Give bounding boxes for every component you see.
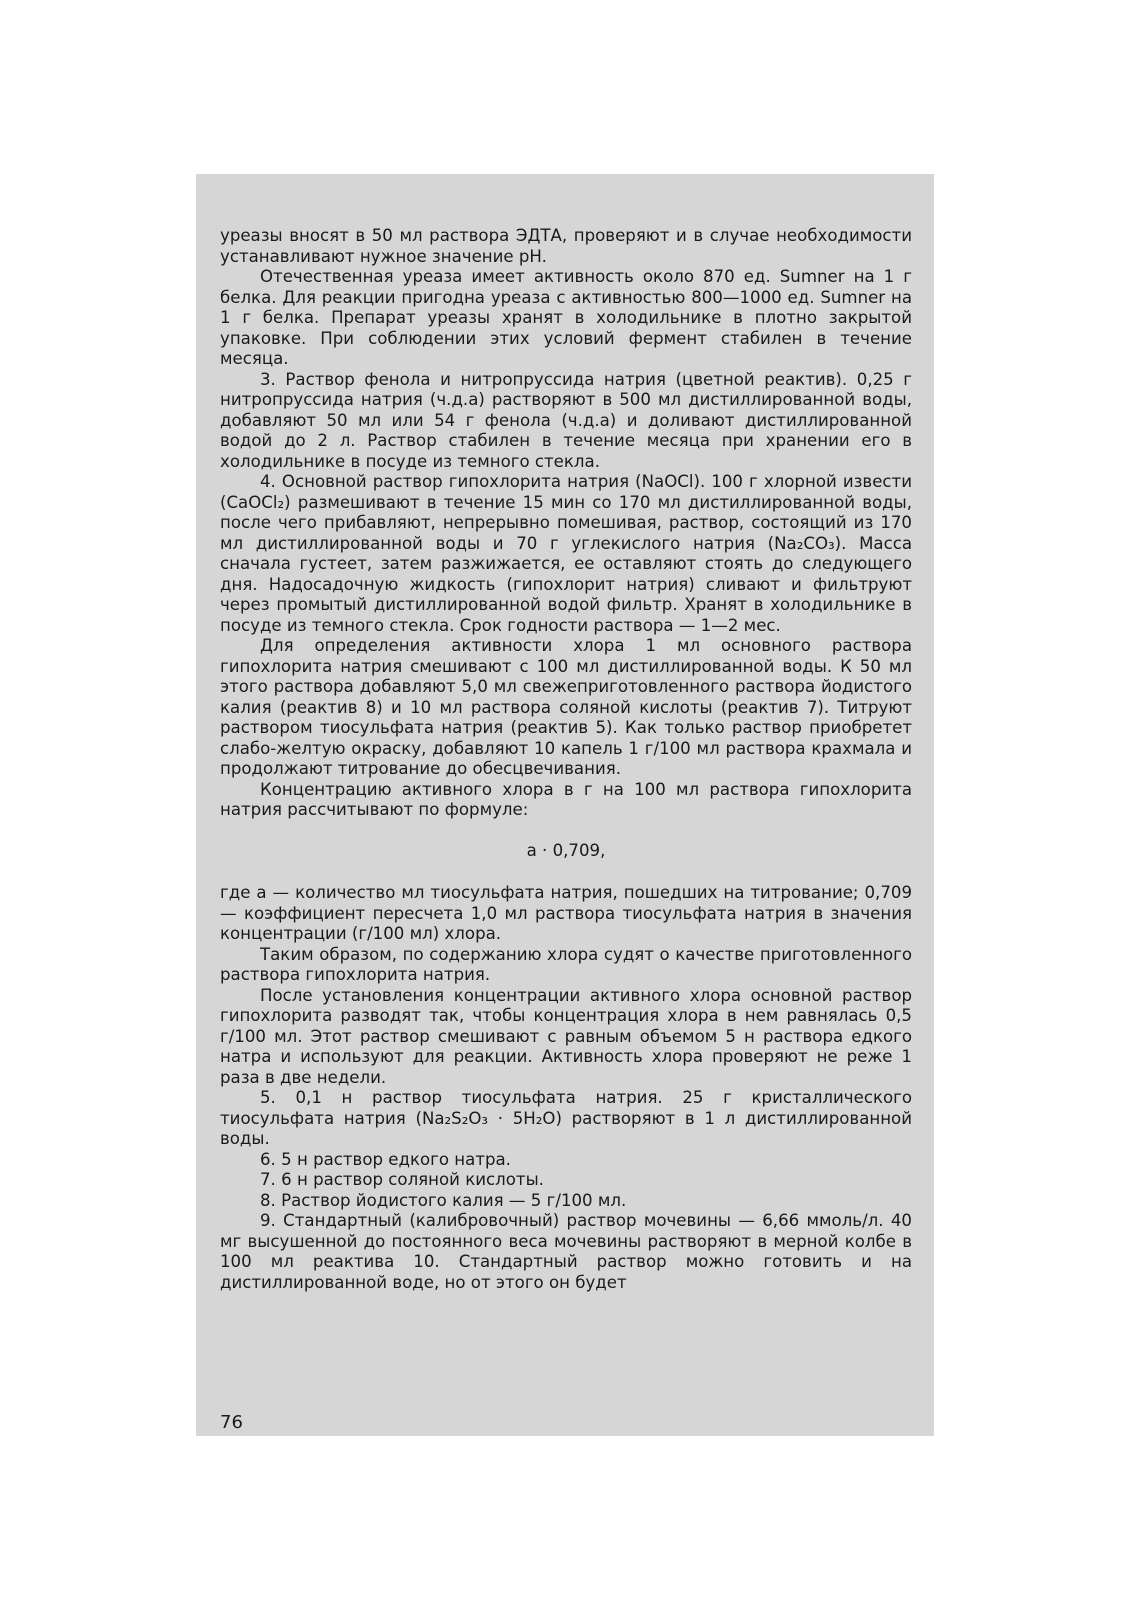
paragraph-12: 8. Раствор йодистого калия — 5 г/100 мл. (260, 1190, 627, 1210)
page-number: 76 (220, 1412, 243, 1433)
paragraph-11: 7. 6 н раствор соляной кислоты. (260, 1170, 544, 1189)
paragraph-10: 6. 5 н раствор едкого натра. (260, 1149, 511, 1169)
paragraph-6: Концентрацию активного хлора в г на 100 мл раствора гипохлорита натрия рассчитывают по формуле: (220, 779, 912, 819)
body-text (220, 226, 912, 1293)
paragraph-5: Для определения активности хлора 1 мл основного раствора гипохлорита натрия смешивают с 100 мл дистиллированной воды. К 50 мл этого раствора добавляют 5,0 мл свежеприготовленного раствора йодистого калия (реактив 8) и 10 мл раствора соляной кислоты (реактив 7). Титруют раствором тиосульфата натрия (реактив 5). Как только раствор приобретет слабо-желтую окраску, добавляют 10 капель 1 г/100 мл раствора крахмала и продолжают титрование до обесцвечивания. (220, 636, 912, 778)
paragraph-9: 5. 0,1 н раствор тиосульфата натрия. 25 г кристаллического тиосульфата натрия (Na₂S₂O₃ · 5H₂O) растворяют в 1 л дистиллированной воды. (220, 1088, 912, 1148)
paragraph-8: После установления концентрации активного хлора основной раствор гипохлорита разводят так, чтобы концентрация хлора в нем равнялась 0,5 г/100 мл. Этот раствор смешивают с равным объемом 5 н раствора едкого натра и используют для реакции. Активность хлора проверяют не реже 1 раза в две недели. (220, 985, 912, 1087)
paragraph-4: 4. Основной раствор гипохлорита натрия (NaOCl). 100 г хлорной извести (CaOCl₂) размешивают в течение 15 мин со 170 мл дистиллированной воды, после чего прибавляют, непрерывно помешивая, раствор, состоящий из 170 мл дистиллированной воды и 70 г углекислого натрия (Na₂CO₃). Масса сначала густеет, затем разжижается, ее оставляют стоять до следующего дня. Надосадочную жидкость (гипохлорит натрия) сливают и фильтруют через промытый дистиллированной водой фильтр. Хранят в холодильнике в посуде из темного стекла. Срок годности раствора — 1—2 мес. (220, 472, 912, 635)
formula: a · 0,709, (526, 840, 606, 860)
paragraph-3: 3. Раствор фенола и нитропруссида натрия (цветной реактив). 0,25 г нитропруссида натрия (ч.д.а) растворяют в 500 мл дистиллированной воды, добавляют 50 мл или 54 г фенола (ч.д.а) и доливают дистиллированной водой до 2 л. Раствор стабилен в течение месяца при хранении его в холодильнике в посуде из темного стекла. (220, 369, 912, 471)
paragraph-7: Таким образом, по содержанию хлора судят о качестве приготовленного раствора гипохлорита натрия. (220, 944, 912, 984)
paragraph-1: уреазы вносят в 50 мл раствора ЭДТА, проверяют и в случае необходимости устанавливают нужное значение pH. (220, 226, 912, 266)
paragraph-2: Отечественная уреаза имеет активность около 870 ед. Sumner на 1 г белка. Для реакции пригодна уреаза с активностью 800—1000 ед. Sumner на 1 г белка. Препарат уреазы хранят в холодильнике в плотно закрытой упаковке. При соблюдении этих условий фермент стабилен в течение месяца. (220, 267, 912, 368)
where-paragraph: где a — количество мл тиосульфата натрия, пошедших на титрование; 0,709 — коэффициент пересчета 1,0 мл раствора тиосульфата натрия в значения концентрации (г/100 мл) хлора. (220, 883, 912, 943)
paragraph-13: 9. Стандартный (калибровочный) раствор мочевины — 6,66 ммоль/л. 40 мг высушенной до постоянного веса мочевины растворяют в мерной колбе в 100 мл реактива 10. Стандартный раствор можно готовить и на дистиллированной воде, но от этого он будет (220, 1211, 912, 1292)
scanned-page (196, 174, 934, 1436)
